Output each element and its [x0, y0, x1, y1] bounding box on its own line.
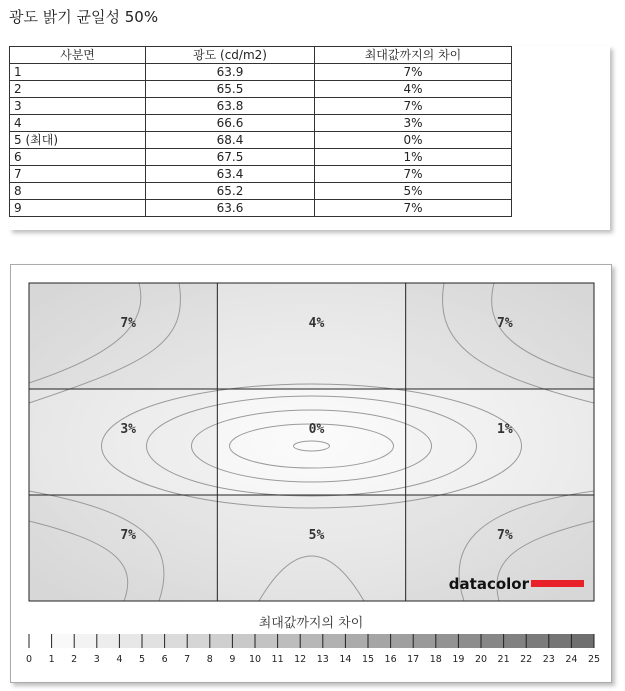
luminance-table-card: [9, 46, 610, 230]
cell-diff: 4%: [315, 81, 512, 98]
scale-swatch: [165, 634, 188, 648]
scale-swatch: [278, 634, 301, 648]
cell-label: 0%: [308, 422, 325, 437]
cell-quadrant: 6: [10, 149, 146, 166]
scale-swatch: [323, 634, 346, 648]
cell-luminance: 65.5: [146, 81, 315, 98]
scale-tick-label: 20: [474, 654, 488, 665]
cell-label: 7%: [120, 528, 136, 543]
map-cell: [217, 389, 405, 495]
scale-swatch: [142, 634, 165, 648]
scale-swatch: [52, 634, 75, 648]
scale-swatch: [368, 634, 391, 648]
scale-swatch: [74, 634, 97, 648]
cell-quadrant: 3: [10, 98, 146, 115]
table-row: [10, 115, 512, 132]
scale-swatch: [526, 634, 549, 648]
table-row: [10, 98, 512, 115]
scale-tick-label: 10: [248, 654, 262, 665]
scale-swatch: [549, 634, 572, 648]
cell-quadrant: 9: [10, 200, 146, 217]
datacolor-logo: datacolor: [448, 575, 529, 593]
cell-label: 1%: [497, 422, 513, 437]
cell-label: 5%: [308, 528, 325, 543]
scale-swatch: [413, 634, 436, 648]
cell-quadrant: 5 (최대): [10, 132, 146, 149]
table-row: [10, 183, 512, 200]
cell-quadrant: 4: [10, 115, 146, 132]
cell-luminance: 63.9: [146, 64, 315, 81]
scale-tick-label: 14: [339, 654, 352, 665]
scale-tick-label: 1: [48, 654, 55, 665]
scale-tick-label: 9: [229, 654, 236, 665]
cell-quadrant: 2: [10, 81, 146, 98]
cell-label: 7%: [120, 316, 136, 331]
table-row: [10, 64, 512, 81]
header-luminance: 광도 (cd/m2): [146, 47, 315, 64]
scale-tick-label: 3: [93, 654, 100, 665]
scale-tick-label: 17: [407, 654, 420, 665]
table-row: [10, 81, 512, 98]
cell-quadrant: 7: [10, 166, 146, 183]
cell-diff: 7%: [315, 64, 512, 81]
cell-label: 7%: [497, 316, 513, 331]
scale-title: 최대값까지의 차이: [258, 616, 364, 631]
scale-tick-label: 18: [429, 654, 442, 665]
scale-tick-label: 7: [184, 654, 191, 665]
scale-swatch: [300, 634, 323, 648]
scale-swatch: [345, 634, 368, 648]
logo-red-bar: [531, 580, 584, 587]
luminance-table: [9, 46, 512, 217]
cell-luminance: 66.6: [146, 115, 315, 132]
scale-tick-label: 2: [71, 654, 78, 665]
scale-swatch: [458, 634, 481, 648]
scale-swatch: [504, 634, 527, 648]
uniformity-map: [11, 265, 611, 682]
cell-luminance: 67.5: [146, 149, 315, 166]
scale-swatch: [232, 634, 255, 648]
scale-tick-label: 24: [565, 654, 578, 665]
cell-luminance: 63.4: [146, 166, 315, 183]
table-header-row: [10, 47, 512, 64]
table-row: [10, 149, 512, 166]
cell-quadrant: 1: [10, 64, 146, 81]
scale-tick-label: 21: [497, 654, 510, 665]
cell-quadrant: 8: [10, 183, 146, 200]
scale-swatch: [571, 634, 594, 648]
cell-label: 7%: [497, 528, 513, 543]
map-cell: [217, 495, 405, 601]
cell-diff: 5%: [315, 183, 512, 200]
scale-swatch: [119, 634, 142, 648]
table-row: [10, 166, 512, 183]
cell-luminance: 68.4: [146, 132, 315, 149]
header-quadrant: 사분면: [10, 47, 146, 64]
header-diff: 최대값까지의 차이: [315, 47, 512, 64]
scale-swatch: [29, 634, 52, 648]
scale-swatch: [210, 634, 233, 648]
scale-swatch: [255, 634, 278, 648]
scale-tick-label: 4: [116, 654, 123, 665]
scale-tick-label: 15: [361, 654, 375, 665]
cell-diff: 7%: [315, 166, 512, 183]
scale-tick-label: 13: [316, 654, 329, 665]
map-cell: [217, 283, 405, 389]
scale-tick-label: 6: [161, 654, 168, 665]
scale-swatch: [187, 634, 210, 648]
table-row: [10, 200, 512, 217]
page-title: 광도 밝기 균일성 50%: [9, 8, 159, 26]
cell-diff: 1%: [315, 149, 512, 166]
scale-swatch: [391, 634, 414, 648]
cell-luminance: 63.6: [146, 200, 315, 217]
uniformity-map-card: [10, 264, 612, 683]
map-cell: [406, 283, 594, 389]
map-cell: [29, 495, 217, 601]
cell-luminance: 65.2: [146, 183, 315, 200]
scale-tick-label: 12: [294, 654, 307, 665]
scale-swatch: [436, 634, 459, 648]
cell-diff: 7%: [315, 200, 512, 217]
scale-tick-label: 5: [138, 654, 146, 665]
table-row: [10, 132, 512, 149]
cell-diff: 7%: [315, 98, 512, 115]
cell-luminance: 63.8: [146, 98, 315, 115]
cell-diff: 3%: [315, 115, 512, 132]
scale-tick-label: 22: [520, 654, 533, 665]
cell-label: 3%: [120, 422, 136, 437]
scale-tick-label: 19: [452, 654, 465, 665]
scale-swatch: [481, 634, 504, 648]
cell-label: 4%: [308, 316, 325, 331]
scale-tick-label: 8: [206, 654, 213, 665]
scale-tick-label: 0: [25, 654, 33, 665]
scale-tick-label: 23: [542, 654, 555, 665]
scale-swatch: [97, 634, 120, 648]
cell-diff: 0%: [315, 132, 512, 149]
scale-tick-label: 16: [384, 654, 397, 665]
scale-tick-label: 11: [271, 654, 284, 665]
scale-tick-label: 25: [587, 654, 601, 665]
